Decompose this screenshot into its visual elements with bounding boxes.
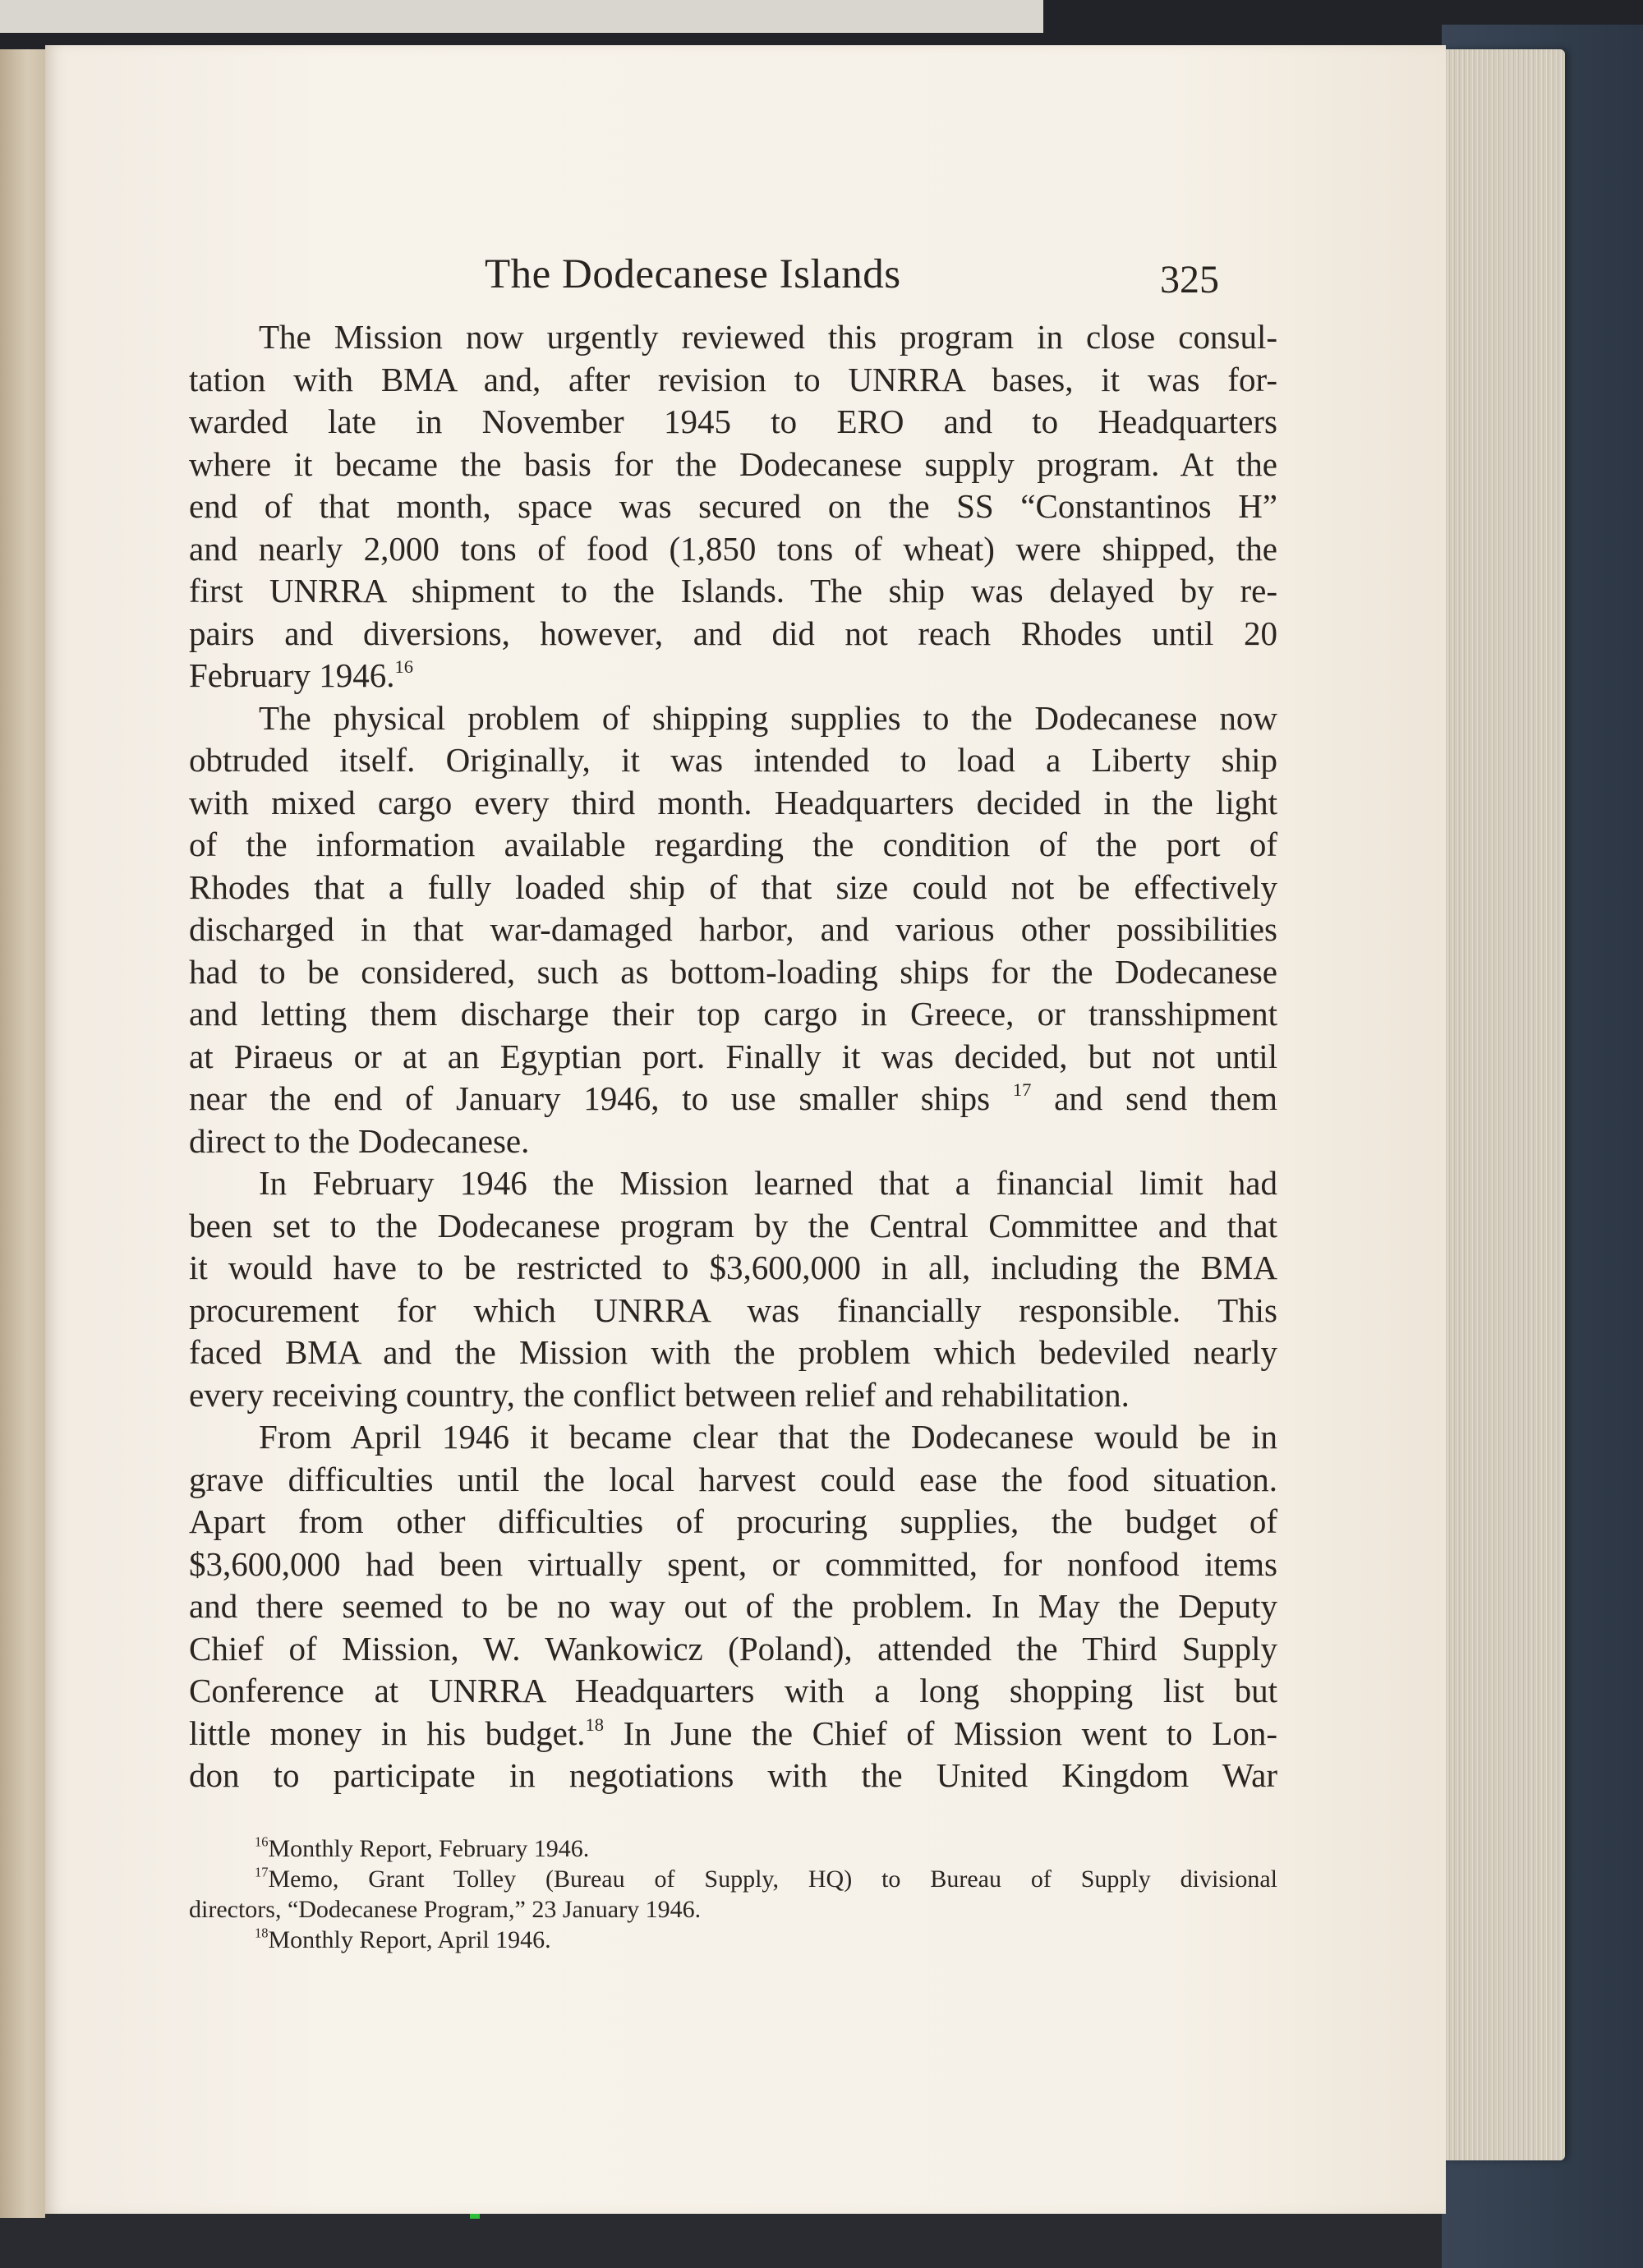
- footnote-number: 16: [255, 1833, 269, 1850]
- paragraph: [189, 697, 1277, 1163]
- text-line: pairs and diversions, however, and did not reach Rhodes until 20: [189, 614, 1277, 652]
- body-text: [189, 316, 1277, 1797]
- footnote-ref: 17: [1012, 1079, 1032, 1101]
- facing-page-edge: [0, 49, 45, 2218]
- text-line: it would have to be restricted to $3,600,000 in all, including the BMA: [189, 1249, 1277, 1286]
- text-line: with mixed cargo every third month. Headquarters decided in the light: [189, 783, 1277, 821]
- text-line: don to participate in negotiations with the United Kingdom War: [189, 1756, 1277, 1794]
- text-line: The Mission now urgently reviewed this program in close consul-: [259, 318, 1277, 356]
- text-line: obtruded itself. Originally, it was intended to load a Liberty ship: [189, 741, 1277, 779]
- text-line: [189, 1078, 1277, 1120]
- text-line: discharged in that war-damaged harbor, and various other possibilities: [189, 910, 1277, 948]
- line-text: near the end of January 1946, to use smaller ships: [189, 1079, 991, 1117]
- text-line: every receiving country, the conflict between relief and rehabilitation.: [189, 1375, 1130, 1414]
- text-line: been set to the Dodecanese program by the Central Committee and that: [189, 1206, 1277, 1244]
- text-line: Apart from other difficulties of procuring supplies, the budget of: [189, 1502, 1277, 1540]
- footnote: [189, 1864, 1277, 1894]
- footnote-number: 18: [255, 1925, 269, 1941]
- running-title: The Dodecanese Islands: [485, 251, 901, 297]
- text-line: From April 1946 it became clear that the Dodecanese would be in: [259, 1418, 1277, 1456]
- text-line: warded late in November 1945 to ERO and to Headquarters: [189, 403, 1277, 440]
- scan-marker: [470, 2214, 480, 2219]
- paragraph: [189, 316, 1277, 697]
- text-line: and there seemed to be no way out of the problem. In May the Deputy: [189, 1587, 1277, 1625]
- text-line: direct to the Dodecanese.: [189, 1121, 530, 1160]
- text-line: and nearly 2,000 tons of food (1,850 tons of wheat) were shipped, the: [189, 529, 1277, 568]
- text-line: Conference at UNRRA Headquarters with a long shopping list but: [189, 1672, 1277, 1709]
- footnote-text: Monthly Report, April 1946.: [268, 1926, 551, 1953]
- footnote-text: Monthly Report, February 1946.: [268, 1835, 590, 1862]
- text-line: [189, 1713, 1277, 1755]
- line-text: In June the Chief of Mission went to Lon-: [623, 1714, 1278, 1752]
- line-text: little money in his budget.: [189, 1714, 586, 1752]
- text-line: end of that month, space was secured on the SS “Constantinos H”: [189, 487, 1277, 525]
- text-line: faced BMA and the Mission with the problem which bedeviled nearly: [189, 1333, 1277, 1371]
- page-fore-edge: [1442, 49, 1565, 2160]
- line-text: February 1946.: [189, 656, 395, 694]
- footnote: [189, 1833, 1277, 1864]
- running-head: [45, 251, 1446, 308]
- paragraph: [189, 1416, 1277, 1797]
- scanner-backdrop-light: [0, 0, 1043, 33]
- text-line: and letting them discharge their top cargo in Greece, or transshipment: [189, 995, 1277, 1033]
- text-line: of the information available regarding the condition of the port of: [189, 826, 1277, 863]
- text-line: The physical problem of shipping supplies to the Dodecanese now: [259, 698, 1277, 737]
- footnote-ref: 18: [585, 1714, 605, 1735]
- line-text: and send them: [1054, 1079, 1277, 1117]
- text-line: procurement for which UNRRA was financially responsible. This: [189, 1290, 1277, 1329]
- book-page: [45, 45, 1446, 2214]
- text-line: [189, 655, 1277, 697]
- footnote: [189, 1925, 1277, 1955]
- paragraph: [189, 1162, 1277, 1416]
- text-line: tation with BMA and, after revision to UNRRA bases, it was for-: [189, 360, 1277, 398]
- footnote-text: Memo, Grant Tolley (Bureau of Supply, HQ) to Bureau of Supply divisional: [268, 1865, 1277, 1893]
- text-line: first UNRRA shipment to the Islands. The ship was delayed by re-: [189, 572, 1277, 610]
- footnote-ref: 16: [394, 656, 414, 678]
- text-line: $3,600,000 had been virtually spent, or committed, for nonfood items: [189, 1544, 1277, 1583]
- footnote-continuation: directors, “Dodecanese Program,” 23 January 1946.: [189, 1896, 702, 1923]
- footnotes: [189, 1833, 1277, 1955]
- text-line: grave difficulties until the local harvest could ease the food situation.: [189, 1460, 1277, 1498]
- text-line: In February 1946 the Mission learned that a financial limit had: [259, 1164, 1277, 1202]
- text-line: had to be considered, such as bottom-loading ships for the Dodecanese: [189, 952, 1277, 991]
- text-line: at Piraeus or at an Egyptian port. Finally it was decided, but not until: [189, 1037, 1277, 1075]
- footnote-number: 17: [255, 1864, 269, 1880]
- text-line: where it became the basis for the Dodecanese supply program. At the: [189, 444, 1277, 483]
- page-number: 325: [1160, 258, 1219, 301]
- text-line: Rhodes that a fully loaded ship of that size could not be effectively: [189, 867, 1277, 906]
- text-line: Chief of Mission, W. Wankowicz (Poland), attended the Third Supply: [189, 1629, 1277, 1668]
